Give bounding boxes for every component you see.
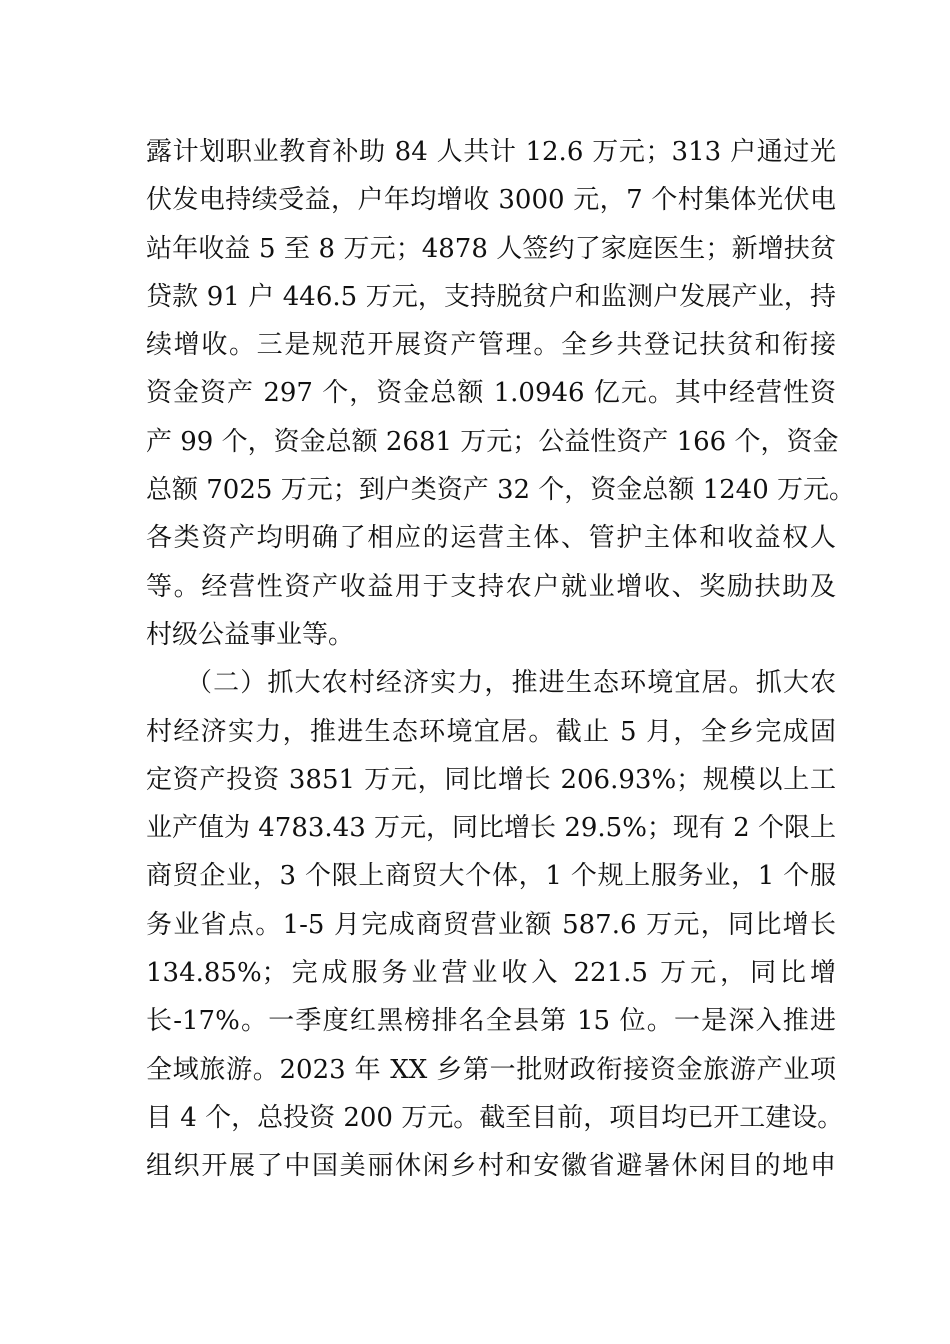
text-line: 务业省点。1-5 月完成商贸营业额 587.6 万元，同比增长 (146, 909, 836, 940)
text-line: 定资产投资 3851 万元，同比增长 206.93%；规模以上工 (146, 764, 836, 795)
text-line: 贷款 91 户 446.5 万元，支持脱贫户和监测户发展产业，持 (146, 281, 836, 312)
text-line: 业产值为 4783.43 万元，同比增长 29.5%；现有 2 个限上 (146, 813, 836, 844)
text-line: 续增收。三是规范开展资产管理。全乡共登记扶贫和衔接 (146, 330, 836, 361)
text-line: 村经济实力，推进生态环境宜居。截止 5 月，全乡完成固 (146, 716, 836, 747)
text-line: 134.85%；完成服务业营业收入 221.5 万元，同比增 (146, 958, 836, 989)
text-line: 商贸企业，3 个限上商贸大个体，1 个规上服务业，1 个服 (146, 861, 836, 892)
text-line: 伏发电持续受益，户年均增收 3000 元，7 个村集体光伏电 (146, 185, 836, 216)
text-line: 组织开展了中国美丽休闲乡村和安徽省避暑休闲目的地申 (146, 1151, 836, 1182)
text-line: 资金资产 297 个，资金总额 1.0946 亿元。其中经营性资 (146, 378, 836, 409)
text-line: 等。经营性资产收益用于支持农户就业增收、奖励扶助及 (146, 571, 836, 602)
text-line: 站年收益 5 至 8 万元；4878 人签约了家庭医生；新增扶贫 (146, 233, 836, 264)
text-line: 露计划职业教育补助 84 人共计 12.6 万元；313 户通过光 (146, 137, 836, 167)
text-line: 各类资产均明确了相应的运营主体、管护主体和收益权人 (146, 523, 836, 554)
section-heading-line: （二）抓大农村经济实力，推进生态环境宜居。抓大农 (186, 668, 836, 699)
text-line: 长-17%。一季度红黑榜排名全县第 15 位。一是深入推进 (146, 1006, 836, 1037)
text-line: 全域旅游。2023 年 XX 乡第一批财政衔接资金旅游产业项 (146, 1054, 836, 1085)
text-line: 产 99 个，资金总额 2681 万元；公益性资产 166 个，资金 (146, 426, 839, 457)
text-line: 总额 7025 万元；到户类资产 32 个，资金总额 1240 万元。 (146, 475, 856, 506)
body-text (146, 128, 856, 1191)
text-line: 村级公益事业等。 (146, 619, 355, 650)
text-line: 目 4 个，总投资 200 万元。截至目前，项目均已开工建设。 (146, 1102, 844, 1133)
